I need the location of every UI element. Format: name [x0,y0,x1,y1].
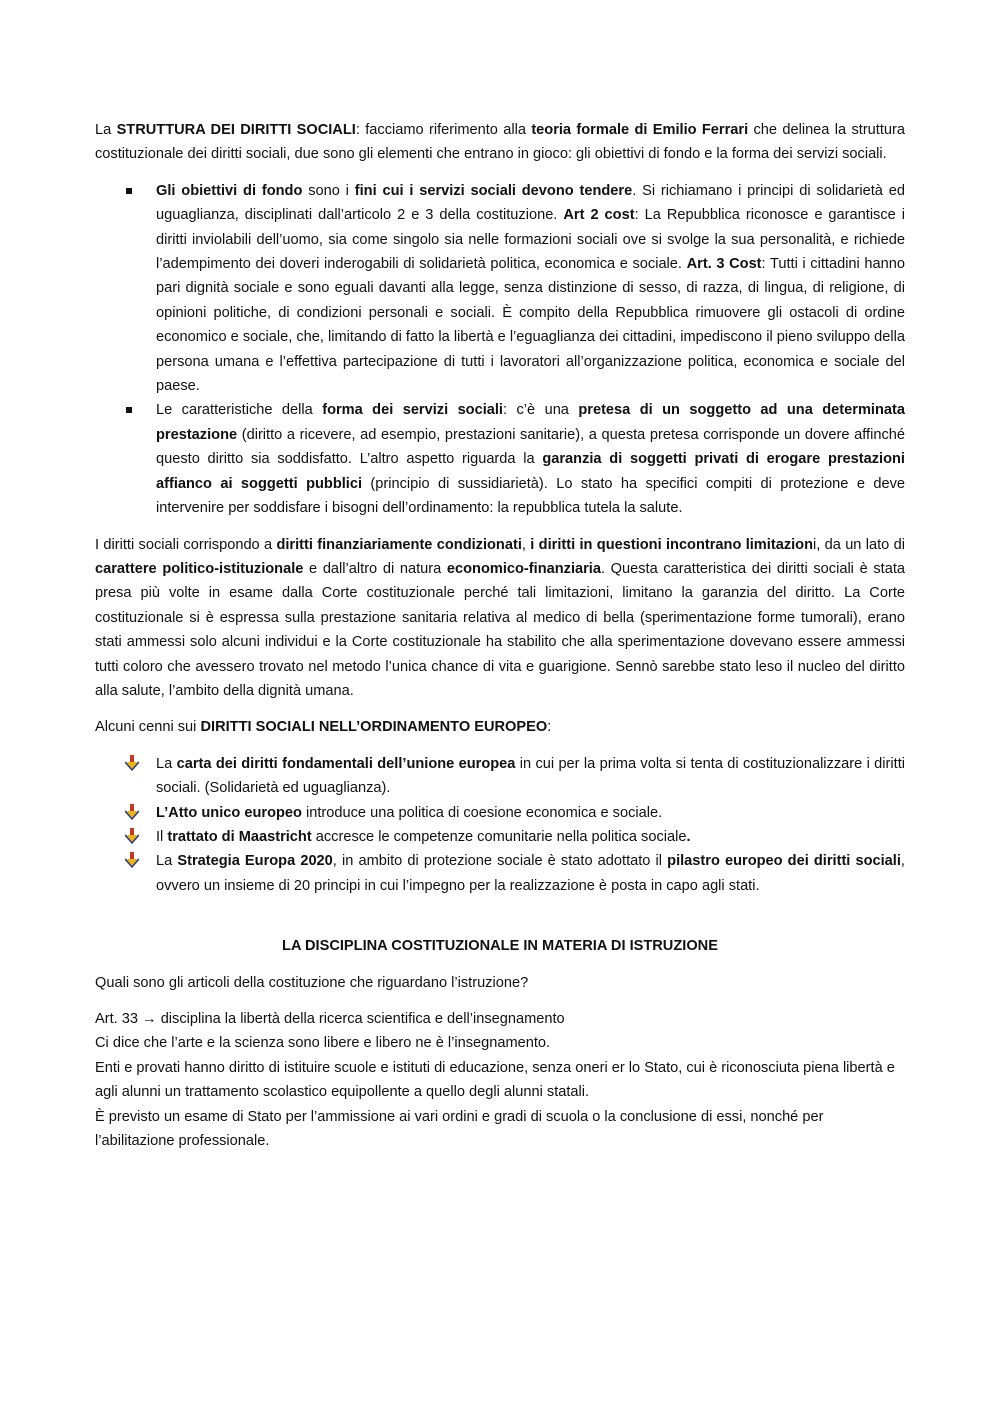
square-bullet-icon [126,407,132,413]
text-run: . Si richiamano i principi di solidarietà ed uguaglianza, disciplinati dall’articolo 2 e 3 della costituzione. [156,182,905,224]
bold-run: pretesa di un soggetto ad una determinata prestazione [156,402,905,443]
bold-run: trattato di Maastricht [167,828,312,845]
text-run: : [547,719,552,736]
text-run: (principio di sussidiarietà). Lo stato ha specifici compiti di protezione e deve intervenire per soddisfare i bisogni dell’ordinamento: la repubblica tutela la salute. [156,475,905,517]
text-run: La [156,853,178,870]
bold-run: Gli obiettivi di fondo [156,182,303,199]
bold-run: economico-finanziaria [446,560,601,577]
text-run: , ovvero un insieme di 20 principi in cui l’impegno per la realizzazione è posta in capo agli stati. [156,853,905,894]
bold-run: forma dei servizi sociali [322,402,503,419]
bold-run: fini cui i servizi sociali devono tendere [354,182,633,199]
bold-run: pilastro europeo dei diritti sociali [667,853,901,870]
bold-run: diritti finanziariamente condizionati [276,536,522,553]
text-run: introduce una politica di coesione economica e sociale. [301,804,663,821]
bold-run: . [686,828,691,845]
bold-run: Art 2 cost [563,207,635,224]
bold-run: teoria formale di Emilio Ferrari [531,122,749,138]
text-run: sono i [302,182,355,199]
bold-run: garanzia di soggetti privati di erogare prestazioni affianco ai soggetti pubblici [156,451,905,492]
bold-run: DIRITTI SOCIALI NELL’ORDINAMENTO EUROPEO [200,719,548,736]
text-run: in cui per la prima volta si tenta di costituzionalizzare i diritti sociali. (Solidarietà ed uguaglianza). [156,755,905,797]
art33-line: Art. 33 → disciplina la libertà della ricerca scientifica e dell’insegnamento [95,1011,565,1027]
list-item-service-form [95,398,905,520]
bold-run: Art. 3 Cost [686,256,762,273]
bold-run: STRUTTURA DEI DIRITTI SOCIALI [116,122,356,138]
section-heading: LA DISCIPLINA COSTITUZIONALE IN MATERIA DI ISTRUZIONE [282,938,718,955]
square-bullet-icon [126,188,132,194]
text-run: . Questa caratteristica dei diritti sociali è stata presa più volte in esame dalla Corte costituzionale perché tali limitazioni, limitano la garanzia del diritto. La Corte costituzionale si è espressa sulla prestazione sanitaria relativa al medico di bella (sperimentazione forme tumorali), erano stati ammessi solo alcuni individui e la Corte costituzionale ha stabilito che alla sperimentazione dovevano essere ammessi tutti coloro che avessero trovato nel metodo l’unica chance di vita e guarigione. Sennò sarebbe stato leso il nucleo del diritto alla salute, l’ambito della dignità umana. [95,560,905,699]
down-arrow-bullet-icon [125,852,139,868]
text-run: I diritti sociali corrispondo a [95,536,277,553]
bold-run: L’Atto unico europeo [156,804,302,821]
text-run: accresce le competenze comunitarie nella politica sociale [311,828,687,845]
european-intro-paragraph [95,715,905,739]
text-run: (diritto a ricevere, ad esempio, prestazioni sanitarie), a questa pretesa corrisponde un dovere affinché questo diritto sia soddisfatto. L’altro aspetto riguarda la [156,426,905,468]
art33-line: È previsto un esame di Stato per l’ammissione ai vari ordini e gradi di scuola o la conclusione di essi, nonché per l’abilitazione professionale. [95,1108,824,1150]
art33-block [95,1007,905,1153]
down-arrow-bullet-icon [125,755,139,771]
text-run: i, da un lato di [813,536,905,553]
text-run: e dall’altro di natura [303,560,447,577]
financial-conditions-paragraph [95,533,905,704]
question-paragraph: Quali sono gli articoli della costituzione che riguardano l’istruzione? [95,974,529,991]
list-item-maastricht [95,825,905,849]
european-rights-list [95,752,905,898]
document-page [95,118,905,1153]
text-run: Le caratteristiche della [156,402,323,419]
text-run: , in ambito di protezione sociale è stato adottato il [332,853,668,870]
text-run: : Tutti i cittadini hanno pari dignità sociale e sono eguali davanti alla legge, senza distinzione di sesso, di razza, di lingua, di religione, di opinioni politiche, di condizioni personali e sociali. È compito della Repubblica rimuovere gli ostacoli di ordine economico e sociale, che, limitando di fatto la libertà e l’eguaglianza dei cittadini, impediscono il pieno sviluppo della persona umana e l’effettiva partecipazione di tutti i lavoratori all’organizzazione politica, economica e sociale del paese. [156,256,905,395]
text-run: Alcuni cenni sui [95,719,201,736]
down-arrow-bullet-icon [125,804,139,820]
text-run: Il [156,828,168,845]
bold-run: carattere politico-istituzionale [95,560,304,577]
list-item-objectives [95,179,905,399]
art33-line: Enti e provati hanno diritto di istituire scuole e istituti di educazione, senza oneri er lo Stato, cui è riconosciuta piena libertà e agli alunni un trattamento scolastico equipollente a quello degli alunni statali. [95,1059,895,1101]
text-run: , [521,536,531,553]
bold-run: i diritti in questioni incontrano limitazion [530,536,813,553]
bold-run: carta dei diritti fondamentali dell’unione europea [176,755,516,772]
list-item-single-act [95,801,905,825]
list-item-charter [95,752,905,801]
objectives-list [95,179,905,521]
down-arrow-bullet-icon [125,828,139,844]
text-run: : La Repubblica riconosce e garantisce i diritti inviolabili dell’uomo, sia come singolo sia nelle formazioni sociali ove si svolge la sua personalità, e richiede l’adempimento dei doveri inderogabili di solidarietà politica, economica e sociale. [156,207,906,273]
text-run: che delinea la struttura costituzionale dei diritti sociali, due sono gli elementi che entrano in gioco: gli obiettivi di fondo e la forma dei servizi sociali. [95,122,905,163]
art33-line: Ci dice che l’arte e la scienza sono libere e libero ne è l’insegnamento. [95,1035,551,1052]
text-run: : facciamo riferimento alla [355,122,532,138]
text-run: La [156,755,177,772]
text-run: La [95,122,117,138]
text-run: : c’è una [503,402,579,419]
list-item-europe-2020 [95,849,905,898]
bold-run: Strategia Europa 2020 [177,853,333,870]
intro-paragraph [95,118,905,167]
